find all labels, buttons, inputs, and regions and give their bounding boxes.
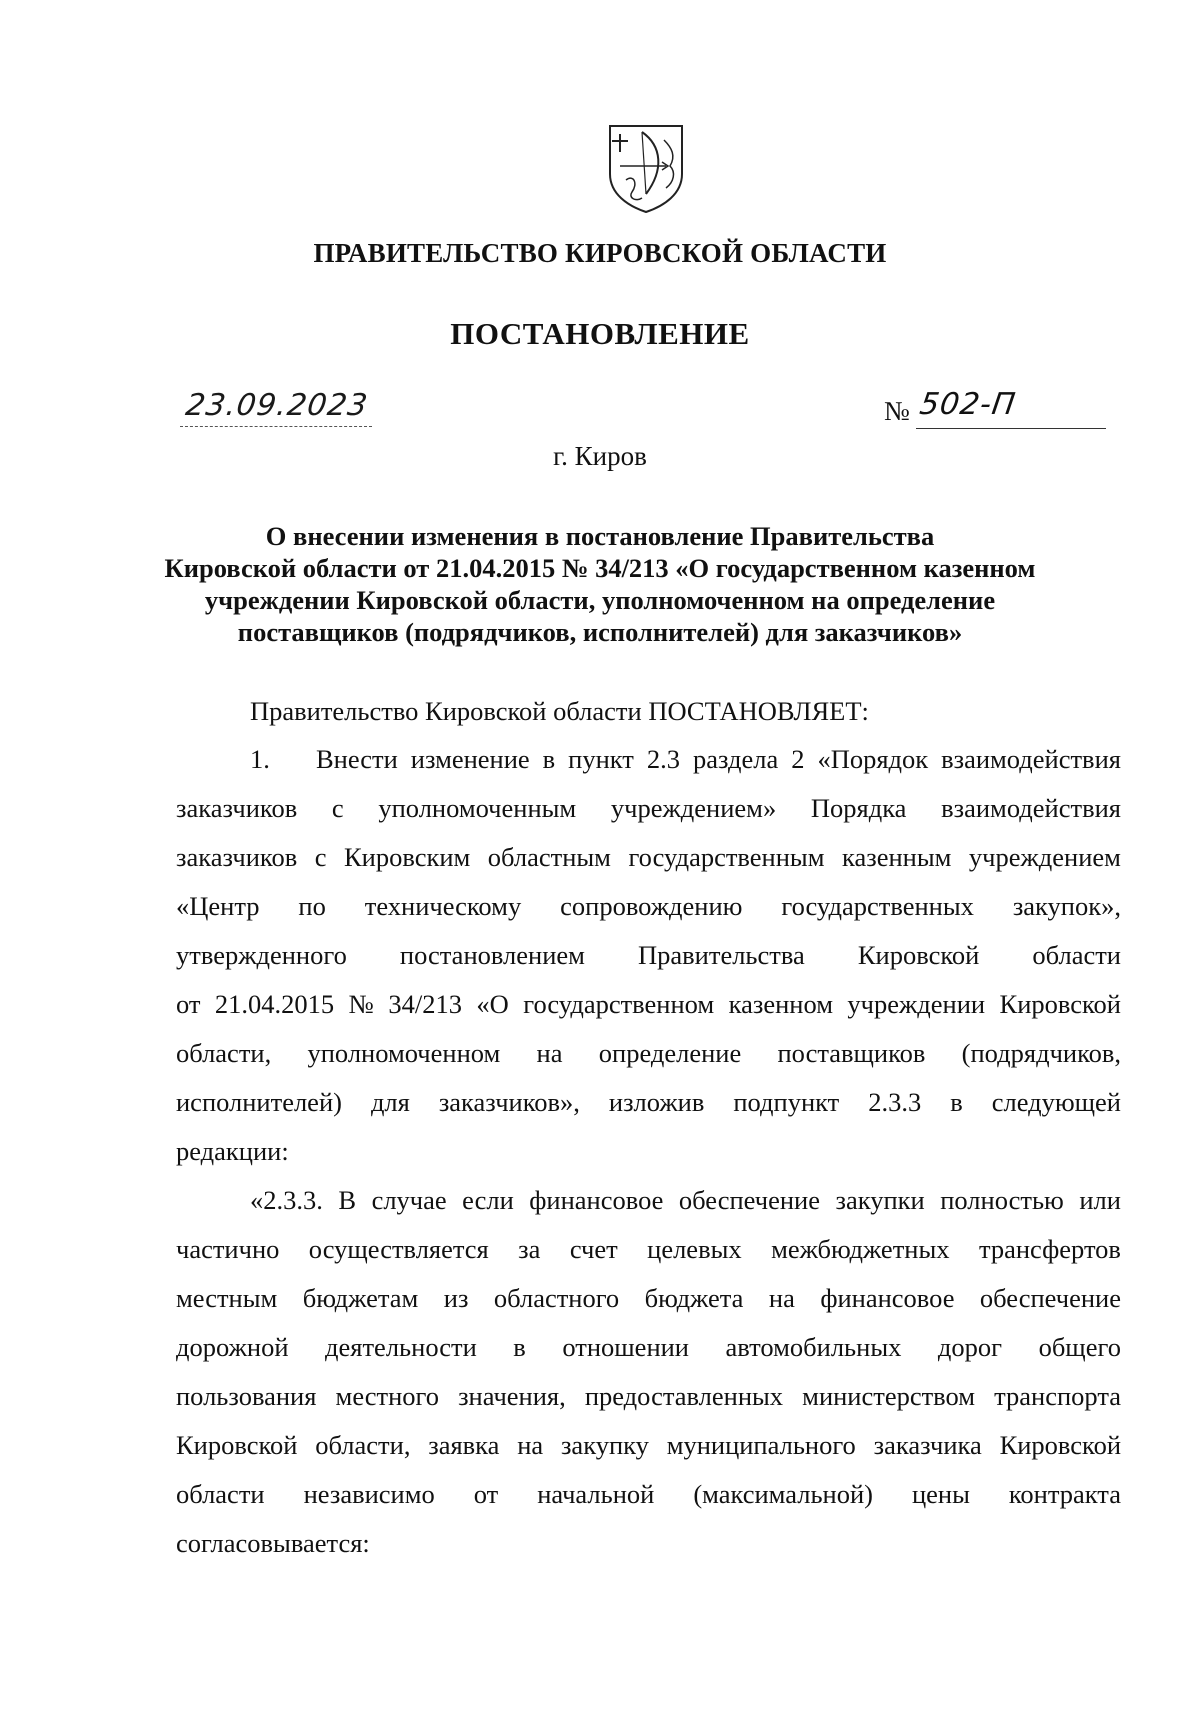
preamble: Правительство Кировской области ПОСТАНОВЛЯЕТ: [250, 696, 869, 726]
document-title [150, 520, 1050, 648]
body-line: области независимо от начальной (максимальной) цены контракта [176, 1479, 1121, 1509]
body-line: утвержденного постановлением Правительства Кировской области [176, 940, 1121, 970]
number-underline [916, 428, 1106, 429]
body-line: Внести изменение в пункт 2.3 раздела 2 «Порядок взаимодействия [316, 744, 1121, 774]
item-number: 1. [250, 744, 270, 774]
document-number: 502-П [917, 387, 1019, 422]
date-underline [180, 426, 372, 427]
organization-name: ПРАВИТЕЛЬСТВО КИРОВСКОЙ ОБЛАСТИ [313, 238, 887, 268]
body-line: заказчиков с Кировским областным государственным казенным учреждением [176, 842, 1121, 872]
body-line: от 21.04.2015 № 34/213 «О государственном казенном учреждении Кировской [176, 989, 1121, 1019]
title-line: поставщиков (подрядчиков, исполнителей) для заказчиков» [237, 617, 963, 647]
title-line: О внесении изменения в постановление Правительства [265, 521, 935, 551]
document-date: 23.09.2023 [183, 388, 371, 423]
body-line: области, уполномоченном на определение поставщиков (подрядчиков, [176, 1038, 1121, 1068]
body-line: редакции: [176, 1136, 289, 1166]
body-line: заказчиков с уполномоченным учреждением» Порядка взаимодействия [176, 793, 1121, 823]
body-line: дорожной деятельности в отношении автомобильных дорог общего [176, 1332, 1121, 1362]
body-line: местным бюджетам из областного бюджета на финансовое обеспечение [176, 1283, 1121, 1313]
document-type: ПОСТАНОВЛЕНИЕ [450, 316, 750, 351]
body-line: пользования местного значения, предоставленных министерством транспорта [176, 1381, 1121, 1411]
body-line: «Центр по техническому сопровождению государственных закупок», [176, 891, 1121, 921]
body-line: Кировской области, заявка на закупку муниципального заказчика Кировской [176, 1430, 1121, 1460]
body-line: «2.3.3. В случае если финансовое обеспечение закупки полностью или [250, 1185, 1121, 1215]
title-line: учреждении Кировской области, уполномоченном на определение [204, 585, 996, 615]
body-line: частично осуществляется за счет целевых межбюджетных трансфертов [176, 1234, 1121, 1264]
body-line: согласовывается: [176, 1528, 370, 1558]
city-label: г. Киров [553, 441, 647, 471]
coat-of-arms-icon [606, 122, 686, 214]
title-line: Кировской области от 21.04.2015 № 34/213 «О государственном казенном [164, 553, 1036, 583]
body-line: исполнителей) для заказчиков», изложив подпункт 2.3.3 в следующей [176, 1087, 1121, 1117]
number-sign: № [884, 396, 910, 426]
